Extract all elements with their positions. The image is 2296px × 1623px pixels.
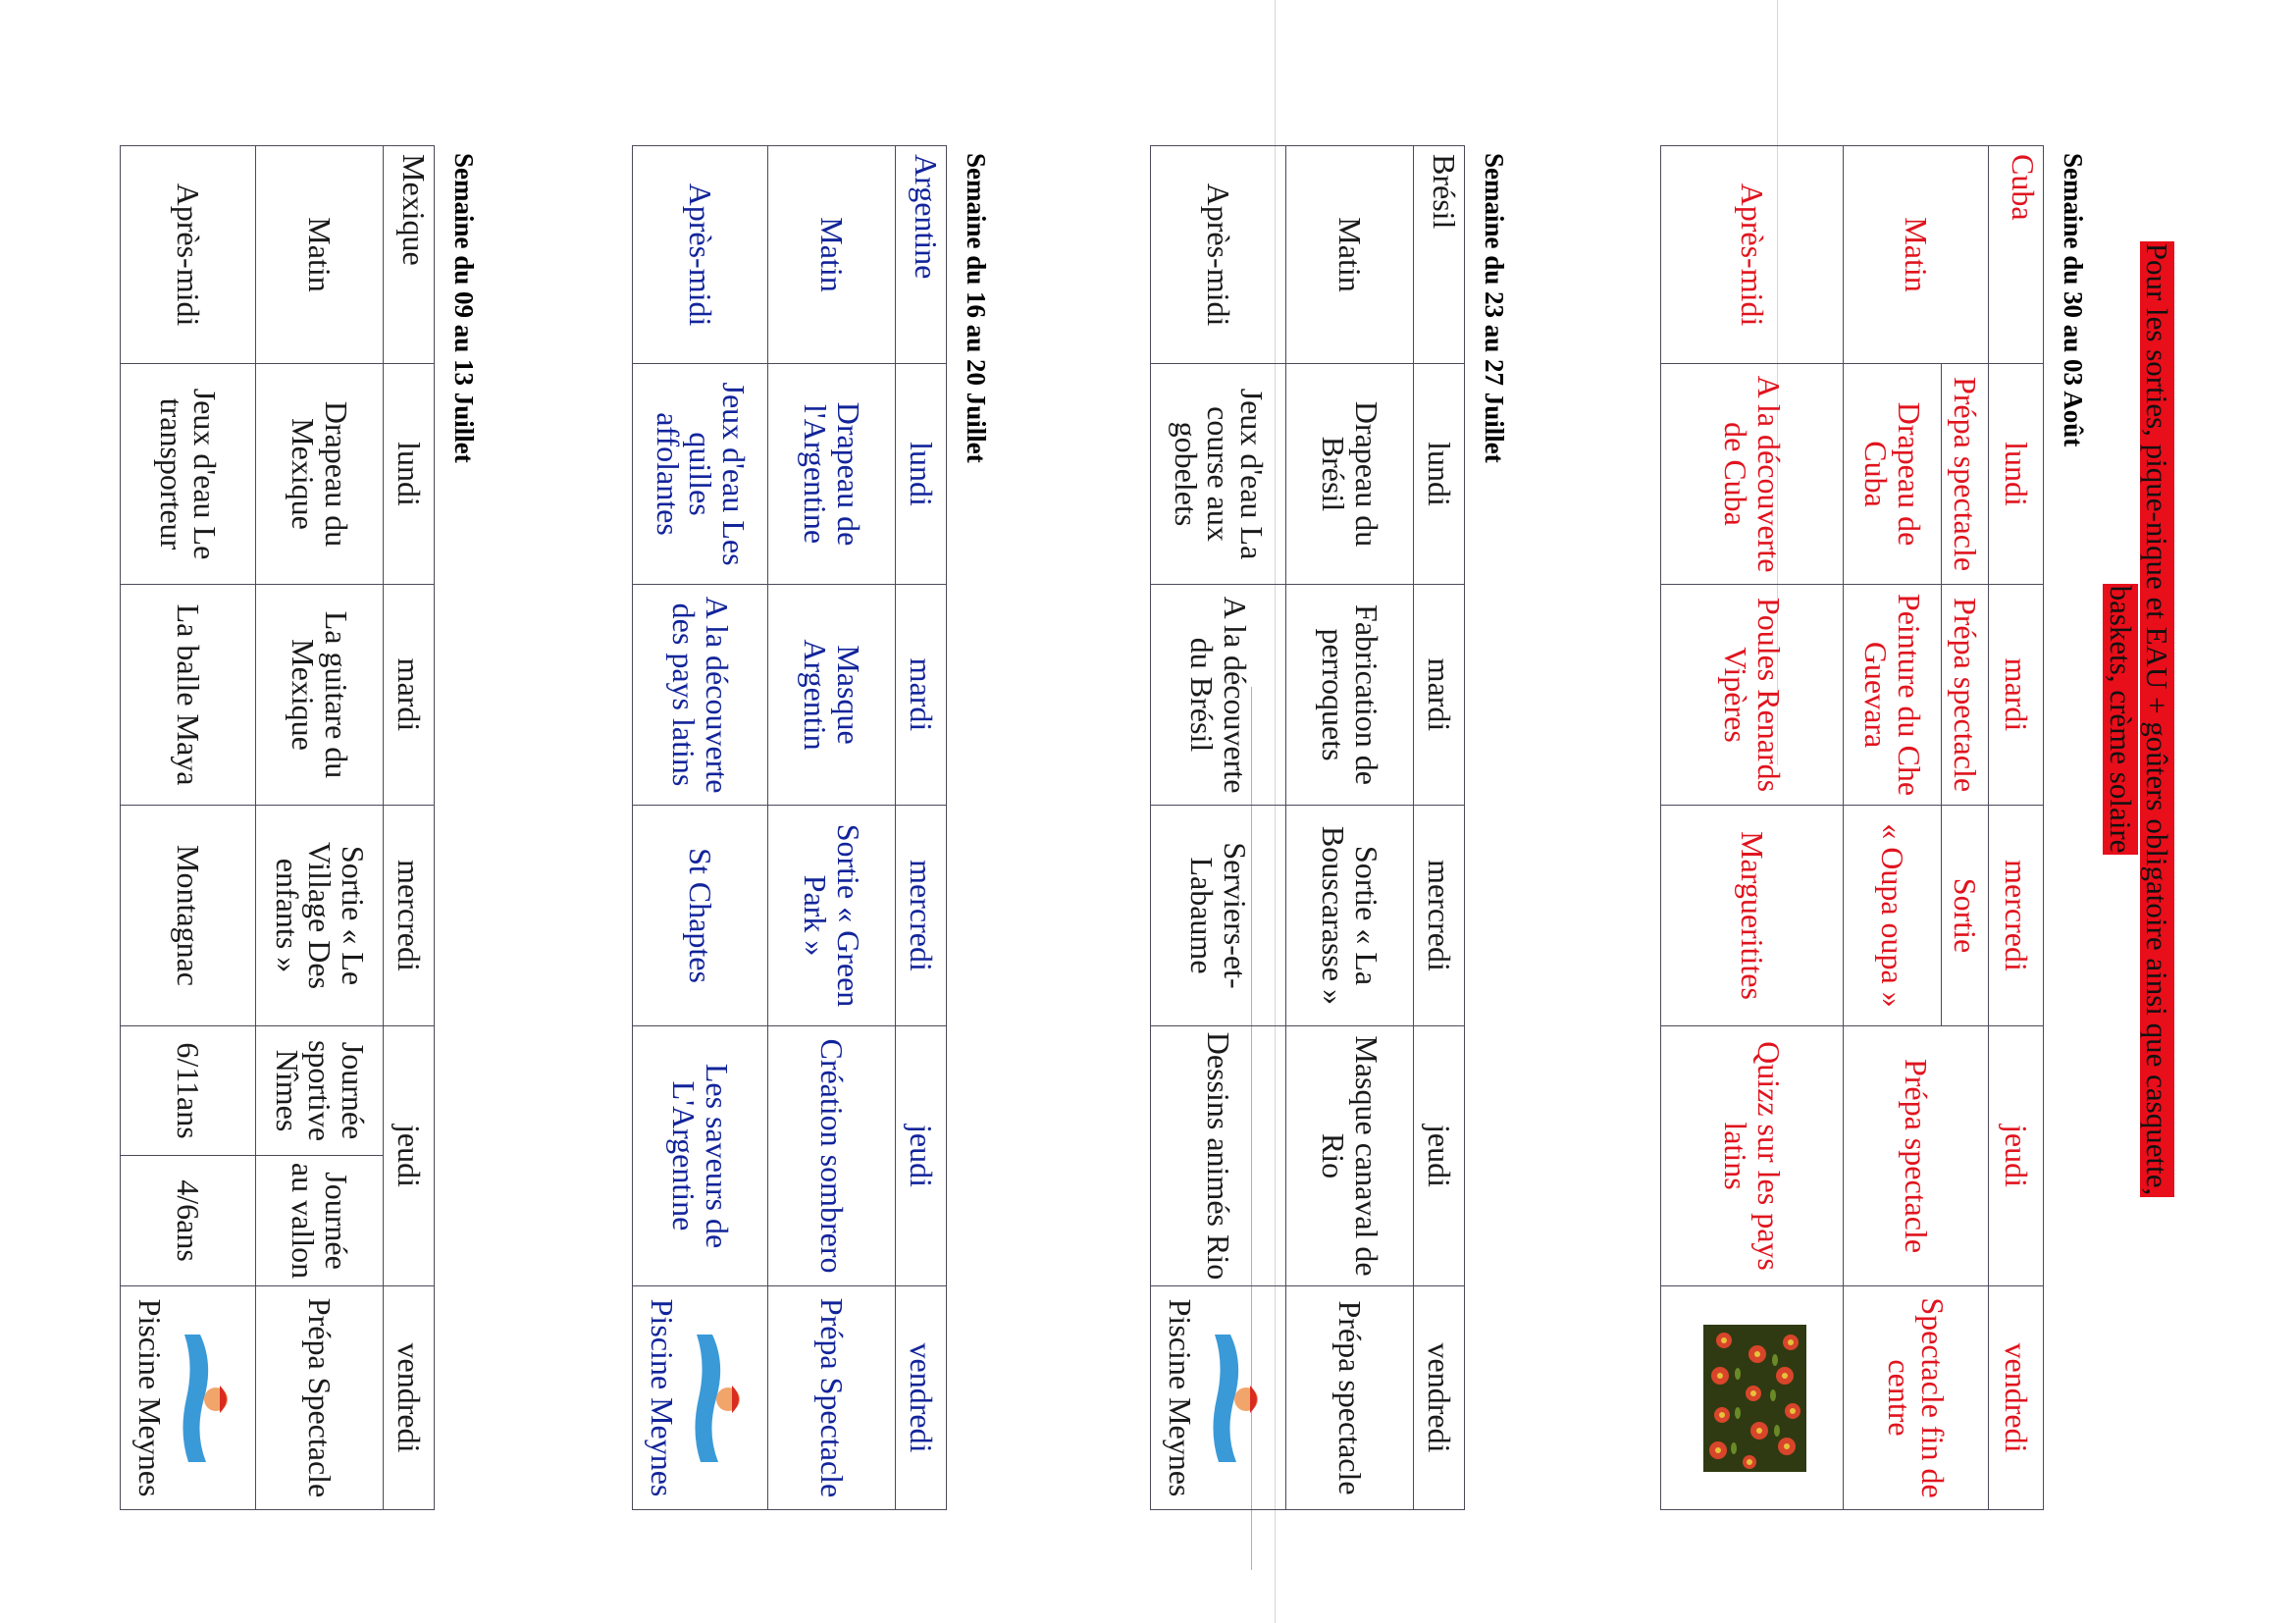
matin-label: Matin: [1844, 146, 1989, 364]
footer-note-line1: Pour les sorties, pique-nique et EAU + goûters obligatoire ainsi que casquette,: [2140, 242, 2174, 1196]
day-header: mercredi: [1989, 806, 2044, 1026]
activity-cell: Drapeau de Cuba: [1844, 364, 1942, 585]
day-header: mercredi: [896, 806, 947, 1026]
week-3: [1150, 145, 1509, 1509]
day-header: mercredi: [384, 806, 435, 1026]
footer-note-line2: baskets, crème solaire: [2104, 585, 2139, 854]
country-cell: Mexique: [384, 146, 435, 364]
activity-cell: Prépa Spectacle: [768, 1286, 896, 1510]
activity-cell: Serviers-et-Labaume: [1151, 806, 1286, 1026]
aprem-label: Après-midi: [121, 146, 256, 364]
activity-cell: Jeux d'eau Les quilles affolantes: [633, 364, 768, 585]
activity-cell: Prépa spectacle: [1942, 364, 1989, 585]
day-header: jeudi: [1414, 1026, 1465, 1286]
activity-cell: Création sombrero: [768, 1026, 896, 1286]
day-header: vendredi: [896, 1286, 947, 1510]
day-header: mardi: [384, 585, 435, 806]
activity-cell: 4/6ans: [121, 1156, 256, 1286]
activity-cell: Prépa spectacle: [1942, 585, 1989, 806]
week-1: [120, 145, 479, 1509]
week-title: Semaine du 30 au 03 Août: [2059, 153, 2088, 447]
activity-text: Piscine Meynes: [132, 1298, 168, 1497]
week-title: Semaine du 09 au 13 Juillet: [449, 153, 479, 463]
activity-cell: [1151, 1286, 1286, 1510]
activity-cell: Sortie « Green Park »: [768, 806, 896, 1026]
week-2: [632, 145, 991, 1509]
activity-cell: Sortie: [1942, 806, 1989, 1026]
activity-cell: [633, 1286, 768, 1510]
matin-label: Matin: [1286, 146, 1414, 364]
day-header: mardi: [896, 585, 947, 806]
activity-cell: Quizz sur les pays latins: [1661, 1026, 1844, 1286]
swimmer-icon: [173, 1325, 243, 1472]
activity-cell: Les saveurs de L'Argentine: [633, 1026, 768, 1286]
day-header: jeudi: [896, 1026, 947, 1286]
activity-cell: [1661, 1286, 1844, 1510]
day-header: lundi: [896, 364, 947, 585]
activity-cell: A la découverte des pays latins: [633, 585, 768, 806]
matin-label: Matin: [768, 146, 896, 364]
activity-cell: Jeux d'eau Le transporteur: [121, 364, 256, 585]
activity-cell: Drapeau du Mexique: [256, 364, 384, 585]
week-title: Semaine du 16 au 20 Juillet: [962, 153, 991, 463]
activity-cell: Fabrication de perroquets: [1286, 585, 1414, 806]
day-header: vendredi: [384, 1286, 435, 1510]
day-header: lundi: [1414, 364, 1465, 585]
schedule-table: [632, 145, 947, 1510]
activity-cell: Margueritites: [1661, 806, 1844, 1026]
day-header: mardi: [1414, 585, 1465, 806]
activity-cell: Prépa spectacle: [1844, 1026, 1989, 1286]
activity-cell: Masque Argentin: [768, 585, 896, 806]
activity-cell: 6/11ans: [121, 1026, 256, 1156]
activity-cell: Dessins animés Rio: [1151, 1026, 1286, 1286]
activity-cell: A la découverte de Cuba: [1661, 364, 1844, 585]
day-header: jeudi: [384, 1026, 435, 1286]
day-header: mardi: [1989, 585, 2044, 806]
activity-cell: Drapeau de l'Argentine: [768, 364, 896, 585]
activity-cell: Montagnac: [121, 806, 256, 1026]
schedule-table: [1660, 145, 2044, 1510]
activity-cell: Jeux d'eau La course aux gobelets: [1151, 364, 1286, 585]
activity-text: Piscine Meynes: [645, 1298, 680, 1497]
day-header: vendredi: [1989, 1286, 2044, 1510]
activity-text: Piscine Meynes: [1163, 1298, 1198, 1497]
country-cell: Brésil: [1414, 146, 1465, 364]
day-header: vendredi: [1414, 1286, 1465, 1510]
day-header: lundi: [384, 364, 435, 585]
week-title: Semaine du 23 au 27 Juillet: [1480, 153, 1509, 463]
activity-cell: « Oupa oupa »: [1844, 806, 1942, 1026]
activity-cell: Sortie « La Bouscarasse »: [1286, 806, 1414, 1026]
activity-cell: Sortie « Le Village Des enfants »: [256, 806, 384, 1026]
activity-cell: La guitare du Mexique: [256, 585, 384, 806]
day-header: lundi: [1989, 364, 2044, 585]
country-cell: Cuba: [1989, 146, 2044, 364]
activity-cell: Spectacle fin de centre: [1844, 1286, 1989, 1510]
activity-cell: Masque canaval de Rio: [1286, 1026, 1414, 1286]
activity-cell: Journée sportive Nîmes: [256, 1026, 384, 1156]
day-header: mercredi: [1414, 806, 1465, 1026]
aprem-label: Après-midi: [1151, 146, 1286, 364]
country-cell: Argentine: [896, 146, 947, 364]
activity-cell: Journée au vallon: [256, 1156, 384, 1286]
schedule-table: [1150, 145, 1465, 1510]
footer-note: [2103, 27, 2174, 1411]
activity-cell: St Chaptes: [633, 806, 768, 1026]
schedule-table: [120, 145, 435, 1510]
activity-cell: Prépa Spectacle: [256, 1286, 384, 1510]
activity-cell: A la découverte du Brésil: [1151, 585, 1286, 806]
swimmer-icon: [1203, 1325, 1274, 1472]
activity-cell: Prépa spectacle: [1286, 1286, 1414, 1510]
activity-cell: [121, 1286, 256, 1510]
activity-cell: La balle Maya: [121, 585, 256, 806]
swimmer-icon: [685, 1325, 756, 1472]
matin-label: Matin: [256, 146, 384, 364]
aprem-label: Après-midi: [633, 146, 768, 364]
flowers-picture: [1703, 1325, 1806, 1472]
week-4: [1660, 145, 2088, 1509]
aprem-label: Après-midi: [1661, 146, 1844, 364]
activity-cell: Peinture du Che Guevara: [1844, 585, 1942, 806]
activity-cell: Drapeau du Brésil: [1286, 364, 1414, 585]
day-header: jeudi: [1989, 1026, 2044, 1286]
activity-cell: Poules Renards Vipères: [1661, 585, 1844, 806]
